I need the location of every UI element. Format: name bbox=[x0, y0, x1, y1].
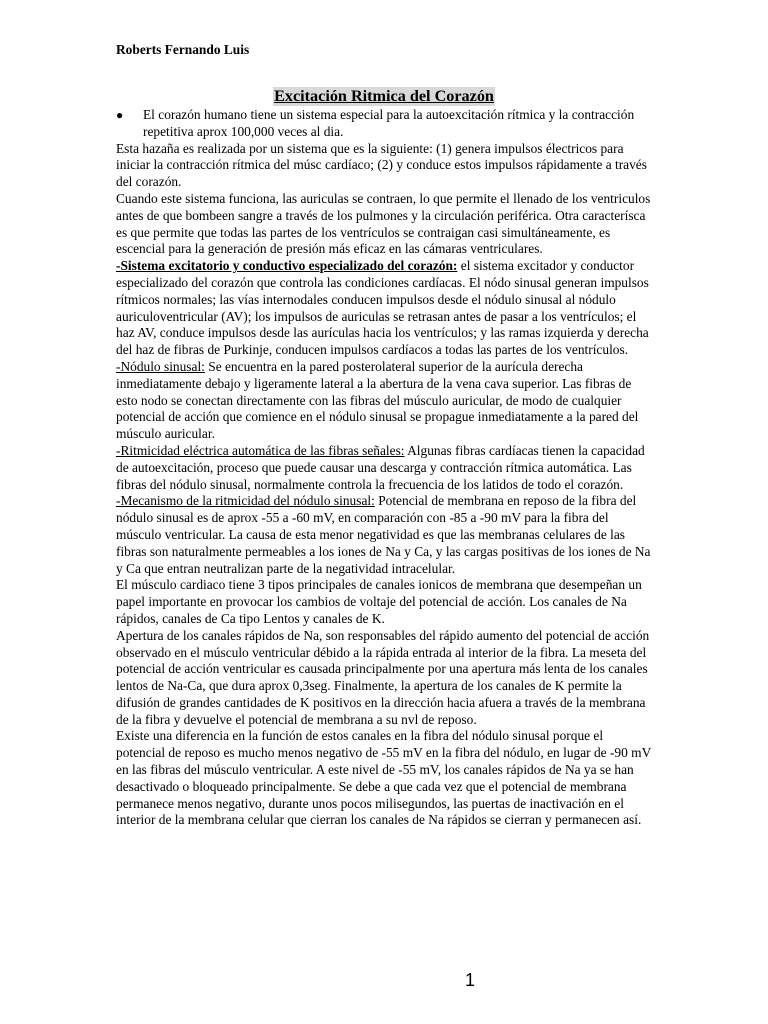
section-text-rhythmicity: Algunas fibras cardíacas tienen la capacidad de autoexcitación, proceso que puede causar una descarga y contracción rítmica automática. Las fibras del nódulo sinusal, normalmente controla la frecuencia de los latidos de todo el corazón. bbox=[116, 442, 645, 492]
section-heading-rhythmicity: -Ritmicidad eléctrica automática de las fibras señales: bbox=[116, 442, 405, 458]
section-heading-excitatory: -Sistema excitatorio y conductivo especializado del corazón: bbox=[116, 258, 458, 274]
page-number: 1 bbox=[464, 970, 475, 990]
paragraph-channel-opening: Apertura de los canales rápidos de Na, son responsables del rápido aumento del potencial de acción observado en el músculo ventricular débido a la rápida entrada al interior de la fibra. La meseta del potencial de acción ventricular es causada principalmente por una apertura más lenta de los canales lentos de Na-Ca, que dura aprox 0,3seg. Finalmente, la apertura de los canales de K permite la difusión de grandes cantidades de K positivos en la dirección hacia afuera a través de la membrana de la fibra y devuelve el potencial de membrana a su nvl de reposo. bbox=[116, 627, 650, 727]
section-excitatory-system bbox=[116, 258, 654, 359]
author-name: Roberts Fernando Luis bbox=[116, 42, 250, 57]
section-text-mechanism: Potencial de membrana en reposo de la fibra del nódulo sinusal es de aprox -55 a -60 mV, en comparación con -85 a -90 mV para la fibra del músculo ventricular. La causa de esta menor negatividad es que las membranas celulares de las fibras son naturalmente permeables a los iones de Na y Ca, y las cargas positivas de los iones de Na y Ca que entran neutralizan parte de la negatividad intracelular. bbox=[116, 493, 651, 576]
section-text-excitatory: el sistema excitador y conductor especializado del corazón que controla las condiciones cardíacas. El nódo sinusal generan impulsos rítmicos normales; las vías internodales conducen impulsos desde el nódulo sinusal al nódulo auriculoventricular (AV); los impulsos de auriculas se retrasan antes de pasar a los ventrículos; el haz AV, conduce impulsos desde las aurículas hacia los ventrículos; y las ramas izquierda y derecha del haz de fibras de Purkinje, conducen impulsos cardíacos a todas las partes de los ventrículos. bbox=[116, 258, 649, 358]
section-mechanism bbox=[116, 493, 654, 577]
paragraph-ion-channels: El músculo cardiaco tiene 3 tipos principales de canales ionicos de membrana que desempeñan un papel importante en provocar los cambios de voltaje del potencial de acción. Los canales de Na rápidos, canales de Ca tipo Lentos y canales de K. bbox=[116, 577, 642, 626]
bullet-item bbox=[116, 107, 654, 141]
document-body bbox=[116, 107, 654, 829]
section-text-sinus-node: Se encuentra en la pared posterolateral superior de la aurícula derecha inmediatamente debajo y ligeramente lateral a la abertura de la vena cava superior. Las fibras de esto nodo se conectan directamente con las fibras del músculo auricular, de modo de cualquier potencial de acción que comience en el nódulo sinusal se propague inmediatamente a la pared del músculo auricular. bbox=[116, 358, 639, 442]
section-heading-mechanism: -Mecanismo de la ritmicidad del nódulo sinusal: bbox=[116, 493, 375, 509]
section-rhythmicity bbox=[116, 443, 654, 493]
bullet-text: El corazón humano tiene un sistema especial para la autoexcitación rítmica y la contracción repetitiva aprox 100,000 veces al dia. bbox=[143, 107, 635, 139]
document-title: Excitación Ritmica del Corazón bbox=[274, 87, 494, 105]
paragraph-channel-difference: Existe una diferencia en la función de estos canales en la fibra del nódulo sinusal porque el potencial de reposo es mucho menos negativo de -55 mV en la fibra del nódulo, en lugar de -90 mV en las fibras del músculo ventricular. A este nivel de -55 mV, los canales rápidos de Na ya se han desactivado o bloqueado principalmente. Se debe a que cada vez que el potencial de membrana permanece menos negativo, durante unos pocos milisegundos, las puertas de inactivación en el interior de la membrana celular que cierran los canales de Na rápidos se cierran y permanecen así. bbox=[116, 728, 651, 828]
paragraph-function: Cuando este sistema funciona, las auriculas se contraen, lo que permite el llenado de los ventriculos antes de que bombeen sangre a través de los pulmones y la circulación periférica. Otra caracterísca es que permite que todas las partes de los ventrículos se contraigan casi simultáneamente, es escencial para la generación de presión más eficaz en las cámaras ventriculares. bbox=[116, 190, 651, 257]
title-container bbox=[0, 87, 768, 106]
section-heading-sinus-node: -Nódulo sinusal: bbox=[116, 358, 205, 374]
bullet-dot-icon: ● bbox=[116, 108, 124, 122]
section-sinus-node bbox=[116, 359, 654, 443]
paragraph-intro: Esta hazaña es realizada por un sistema que es la siguiente: (1) genera impulsos électricos para iniciar la contracción rítmica del músc cardíaco; (2) y conduce estos impulsos rápidamente a través del corazón. bbox=[116, 140, 647, 190]
